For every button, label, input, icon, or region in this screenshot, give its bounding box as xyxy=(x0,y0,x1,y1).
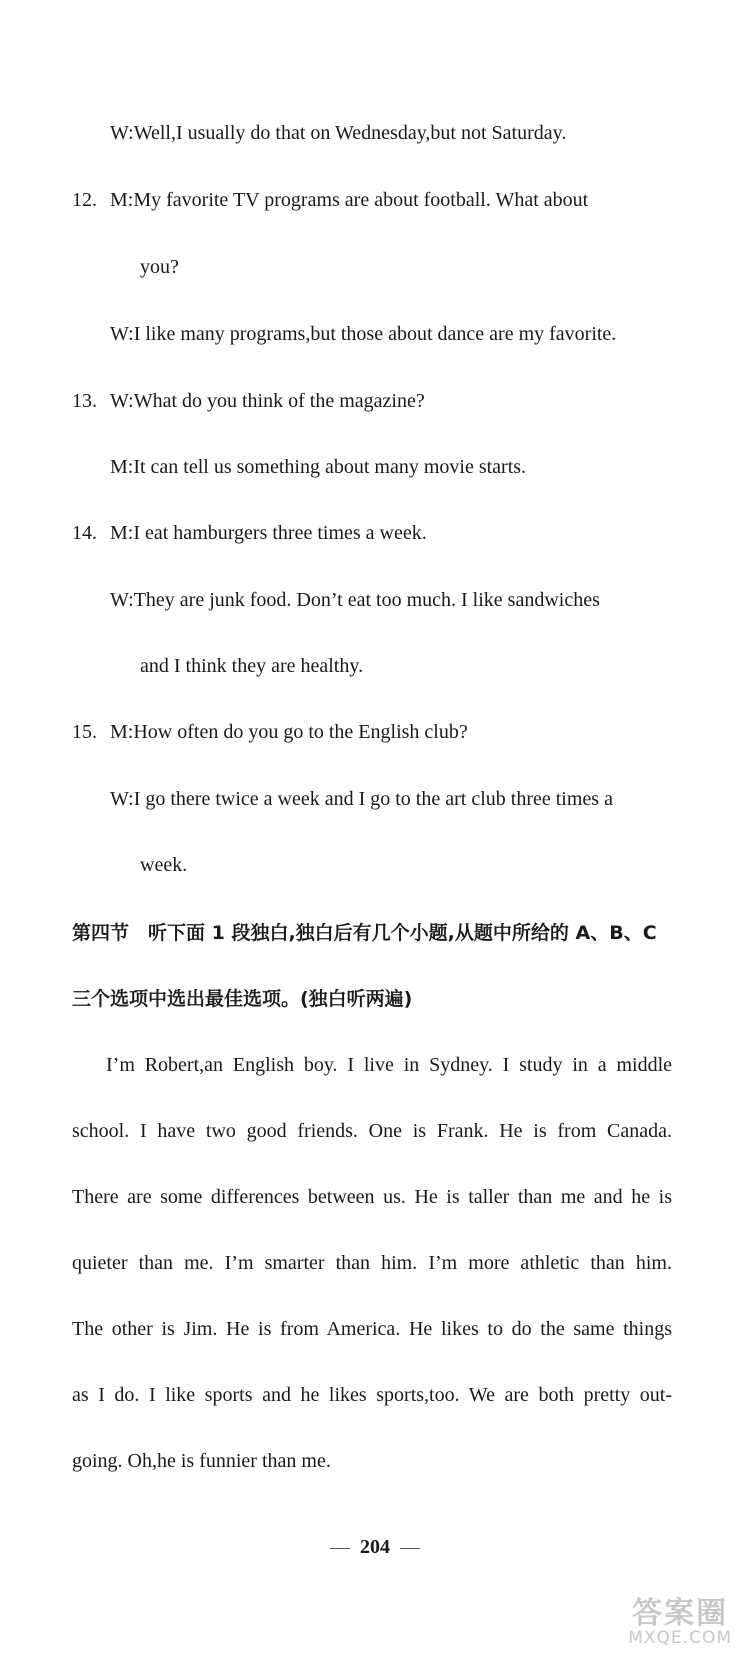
item-number: 12. xyxy=(72,189,97,211)
passage-line-3: There are some differences between us. He is taller than me and he is xyxy=(72,1186,672,1208)
dialogue-12-woman: W:I like many programs,but those about dance are my favorite. xyxy=(110,323,617,345)
watermark-text: 答案圈 xyxy=(632,1596,729,1631)
dialogue-text: W:What do you think of the magazine? xyxy=(110,390,425,412)
dialogue-text: M:I eat hamburgers three times a week. xyxy=(110,522,427,544)
watermark-logo xyxy=(628,1588,732,1648)
dialogue-14-man xyxy=(72,520,427,546)
passage-line-4: quieter than me. I’m smarter than him. I’m more athletic than him. xyxy=(72,1252,672,1274)
item-number: 15. xyxy=(72,721,97,743)
dialogue-12-man xyxy=(72,187,588,213)
item-number: 14. xyxy=(72,522,97,544)
section-4-heading-line-2: 三个选项中选出最佳选项。(独白听两遍) xyxy=(72,988,413,1010)
watermark-url: MXQE.COM xyxy=(628,1628,732,1648)
dialogue-11-woman: W:Well,I usually do that on Wednesday,but not Saturday. xyxy=(110,122,567,144)
dialogue-text: M:My favorite TV programs are about football. What about xyxy=(110,189,589,211)
dialogue-12-man-continued: you? xyxy=(140,256,179,278)
dialogue-13-man: M:It can tell us something about many movie starts. xyxy=(110,456,527,478)
passage-line-1: I’m Robert,an English boy. I live in Sydney. I study in a middle xyxy=(106,1054,672,1076)
dialogue-text: M:How often do you go to the English club? xyxy=(110,721,468,743)
page-number xyxy=(0,1536,750,1559)
passage-line-5: The other is Jim. He is from America. He likes to do the same things xyxy=(72,1318,672,1340)
passage-line-2: school. I have two good friends. One is Frank. He is from Canada. xyxy=(72,1120,672,1142)
item-number: 13. xyxy=(72,390,97,412)
page-number-value: 204 xyxy=(360,1536,390,1558)
dialogue-15-man xyxy=(72,719,468,745)
dialogue-14-woman: W:They are junk food. Don’t eat too much. I like sandwiches xyxy=(110,589,600,611)
passage-line-7: going. Oh,he is funnier than me. xyxy=(72,1450,331,1472)
page-number-dash-right: — xyxy=(400,1536,420,1558)
page-number-dash-left: — xyxy=(330,1536,350,1558)
dialogue-13-woman xyxy=(72,388,425,414)
section-4-heading-line-1: 第四节 听下面 1 段独白,独白后有几个小题,从题中所给的 A、B、C xyxy=(72,922,657,944)
dialogue-14-woman-continued: and I think they are healthy. xyxy=(140,655,364,677)
dialogue-15-woman: W:I go there twice a week and I go to the art club three times a xyxy=(110,788,613,810)
dialogue-15-woman-continued: week. xyxy=(140,854,188,876)
passage-line-6: as I do. I like sports and he likes sports,too. We are both pretty out- xyxy=(72,1384,672,1406)
